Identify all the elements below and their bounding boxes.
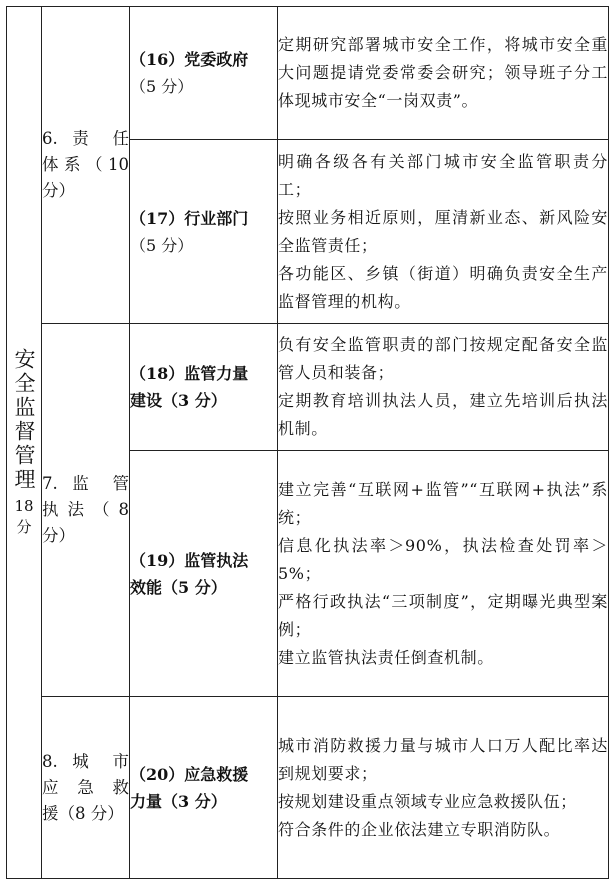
item-content-16: 定期研究部署城市安全工作，将城市安全重大问题提请党委常委会研究；领导班子分工体现城市安全“一岗双责”。: [278, 7, 609, 140]
item-content-19: 建立完善“互联网+监管”“互联网+执法”系统； 信息化执法率＞90%，执法检查处罚率＞5%； 严格行政执法“三项制度”，定期曝光典型案例； 建立监管执法责任倒查机制。: [278, 451, 609, 697]
category-cell: [7, 7, 42, 879]
item-content-18: 负有安全监管职责的部门按规定配备安全监管人员和装备； 定期教育培训执法人员，建立先培训后执法机制。: [278, 324, 609, 451]
section-title-8: 8. 城 市 应 急 救 援（8 分）: [42, 697, 130, 879]
item-title-18: （18）监管力量 建设（3 分）: [130, 324, 278, 451]
section-title-7: 7. 监 管 执法（8 分）: [42, 324, 130, 697]
category-name: 安全监督管理: [12, 347, 37, 492]
item-title-19: （19）监管执法 效能（5 分）: [130, 451, 278, 697]
table-row: [7, 7, 609, 140]
item-content-20: 城市消防救援力量与城市人口万人配比率达到规划要求； 按规划建设重点领域专业应急救援队伍； 符合条件的企业依法建立专职消防队。: [278, 697, 609, 879]
item-content-17: 明确各级各有关部门城市安全监管职责分工； 按照业务相近原则，厘清新业态、新风险安全监管责任； 各功能区、乡镇（街道）明确负责安全生产监督管理的机构。: [278, 140, 609, 324]
item-title-20: （20）应急救援 力量（3 分）: [130, 697, 278, 879]
table-row: [7, 324, 609, 451]
item-title-17: （17）行业部门 （5 分）: [130, 140, 278, 324]
table-row: [7, 697, 609, 879]
category-score: 18分: [14, 496, 34, 536]
evaluation-table: [6, 6, 609, 879]
section-title-6: 6. 责 任 体系（10 分）: [42, 7, 130, 324]
item-title-16: （16）党委政府 （5 分）: [130, 7, 278, 140]
